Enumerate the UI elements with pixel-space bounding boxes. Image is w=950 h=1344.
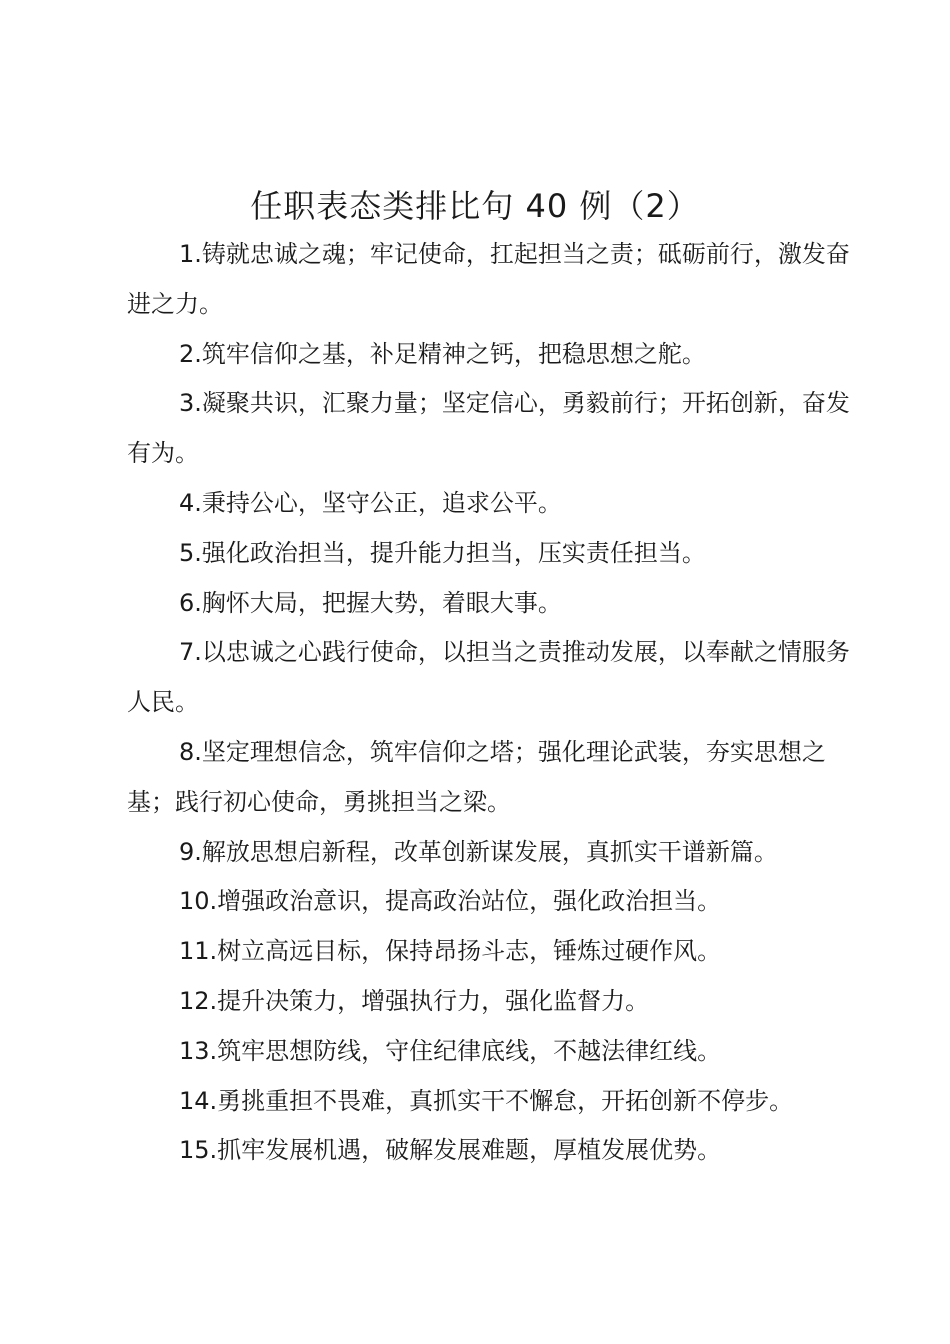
list-item: 1.铸就忠诚之魂；牢记使命，扛起担当之责；砥砺前行，激发奋进之力。 — [127, 240, 850, 318]
list-item: 10.增强政治意识，提高政治站位，强化政治担当。 — [179, 887, 722, 916]
list-item: 4.秉持公心，坚守公正，追求公平。 — [179, 488, 562, 517]
list-item: 6.胸怀大局，把握大势，着眼大事。 — [179, 588, 562, 617]
list-item: 13.筑牢思想防线，守住纪律底线，不越法律红线。 — [179, 1036, 722, 1065]
list-item: 7.以忠诚之心践行使命，以担当之责推动发展，以奉献之情服务人民。 — [127, 638, 850, 717]
list-item: 9.解放思想启新程，改革创新谋发展，真抓实干谱新篇。 — [179, 837, 778, 866]
list-item: 15.抓牢发展机遇，破解发展难题，厚植发展优势。 — [179, 1136, 722, 1165]
list-item: 2.筑牢信仰之基，补足精神之钙，把稳思想之舵。 — [179, 339, 706, 368]
list-item: 3.凝聚共识，汇聚力量；坚定信心，勇毅前行；开拓创新，奋发有为。 — [127, 389, 850, 468]
list-item: 14.勇挑重担不畏难，真抓实干不懈怠，开拓创新不停步。 — [179, 1086, 794, 1115]
list-item: 12.提升决策力，增强执行力，强化监督力。 — [179, 986, 650, 1015]
document-title: 任职表态类排比句 40 例（2） — [250, 187, 700, 225]
list-item: 11.树立高远目标，保持昂扬斗志，锤炼过硬作风。 — [179, 937, 722, 966]
document-body — [127, 230, 855, 1176]
list-item: 5.强化政治担当，提升能力担当，压实责任担当。 — [179, 538, 706, 567]
list-item: 8.坚定理想信念，筑牢信仰之塔；强化理论武装，夯实思想之基；践行初心使命，勇挑担当之梁。 — [127, 737, 826, 816]
